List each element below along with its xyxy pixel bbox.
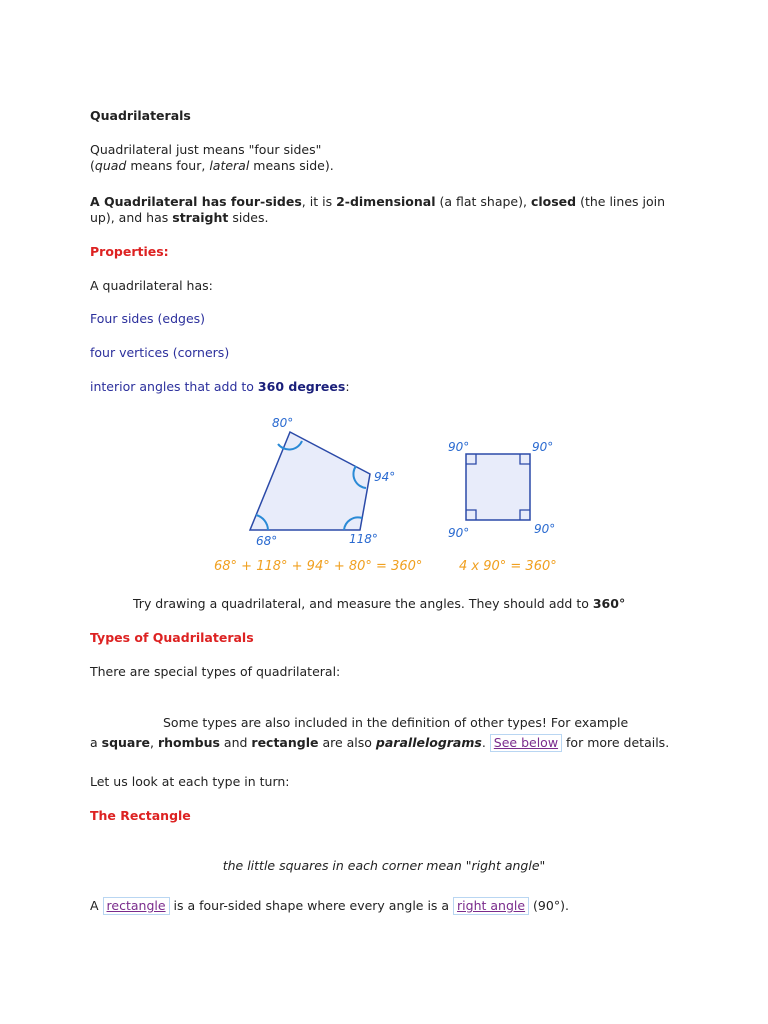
def-bold-1: A Quadrilateral has four-sides: [90, 194, 302, 209]
angles-text: interior angles that add to: [90, 379, 258, 394]
note-rectangle: rectangle: [251, 735, 319, 750]
rectangle-caption: the little squares in each corner mean "right angle": [222, 858, 546, 873]
note-and: and: [219, 735, 252, 750]
types-note-line-1: Some types are also included in the definition of other types! For example: [163, 715, 629, 730]
intro-text-end: means side).: [249, 158, 334, 173]
property-angles: [90, 379, 350, 394]
try-drawing: [133, 596, 625, 611]
rect-def-a: A: [90, 898, 103, 913]
angle-label-80: 80°: [272, 416, 294, 430]
note-square: square: [101, 735, 151, 750]
def-text-2: (a flat shape),: [435, 194, 531, 209]
sides-link[interactable]: sides (edges): [121, 311, 206, 326]
intro-line-2: (quad means four, lateral means side).: [90, 158, 334, 173]
def-bold-3: closed: [530, 194, 577, 209]
right-angle-link[interactable]: right angle: [453, 897, 529, 915]
quadrilateral-shape: [250, 432, 370, 530]
rectangle-heading: The Rectangle: [90, 808, 191, 823]
rect-def-end: (90°).: [529, 898, 569, 913]
sum-equation: 68° + 118° + 94° + 80° = 360°: [214, 559, 423, 574]
square-angle-bl: 90°: [448, 526, 470, 540]
try-text: Try drawing a quadrilateral, and measure the angles. They should add to: [133, 596, 593, 611]
note-rhombus: rhombus: [157, 735, 220, 750]
intro-text: means four,: [126, 158, 210, 173]
note-comma: ,: [150, 735, 158, 750]
def-bold-2: 2-dimensional: [336, 194, 436, 209]
note-end: for more details.: [562, 735, 670, 750]
square-diagram: [460, 448, 540, 528]
square-angle-tr: 90°: [532, 440, 554, 454]
page-title: Quadrilaterals: [90, 108, 191, 123]
rect-def-mid: is a four-sided shape where every angle is a: [169, 898, 454, 913]
rectangle-definition: [90, 897, 569, 915]
properties-heading: Properties:: [90, 244, 169, 259]
note-parallelograms: parallelograms: [375, 735, 482, 750]
sides-prefix: Four: [90, 311, 122, 326]
definition-line-2: [90, 210, 268, 225]
definition-line-1: [90, 194, 665, 209]
def-text-5: sides.: [228, 210, 269, 225]
note-a: a: [90, 735, 102, 750]
each-type-text: Let us look at each type in turn:: [90, 774, 290, 789]
angles-colon: :: [345, 379, 350, 394]
square-angle-tl: 90°: [448, 440, 470, 454]
def-bold-4: straight: [172, 210, 229, 225]
note-dot: .: [481, 735, 490, 750]
property-sides: [90, 311, 205, 326]
square-equation: 4 x 90° = 360°: [459, 559, 557, 574]
angle-label-94: 94°: [374, 470, 396, 484]
types-note-line-2: [90, 734, 669, 752]
quadrilateral-has: A quadrilateral has:: [90, 278, 213, 293]
try-bold: 360°: [592, 596, 626, 611]
property-vertices: four vertices (corners): [90, 345, 230, 360]
angle-label-118: 118°: [349, 532, 378, 546]
types-intro: There are special types of quadrilateral:: [90, 664, 341, 679]
angles-bold: 360 degrees: [257, 379, 346, 394]
def-text-1: , it is: [301, 194, 337, 209]
intro-line-1: Quadrilateral just means "four sides": [90, 142, 322, 157]
quad-term: quad: [94, 158, 127, 173]
lateral-term: lateral: [209, 158, 250, 173]
angle-label-68: 68°: [256, 534, 278, 548]
def-text-4: up), and has: [90, 210, 173, 225]
see-below-link[interactable]: See below: [490, 734, 562, 752]
rectangle-link[interactable]: rectangle: [103, 897, 170, 915]
square-angle-br: 90°: [534, 522, 556, 536]
note-also: are also: [318, 735, 376, 750]
types-heading: Types of Quadrilaterals: [90, 630, 254, 645]
rectangle-caption-row: [0, 858, 768, 873]
def-text-3: (the lines join: [576, 194, 666, 209]
